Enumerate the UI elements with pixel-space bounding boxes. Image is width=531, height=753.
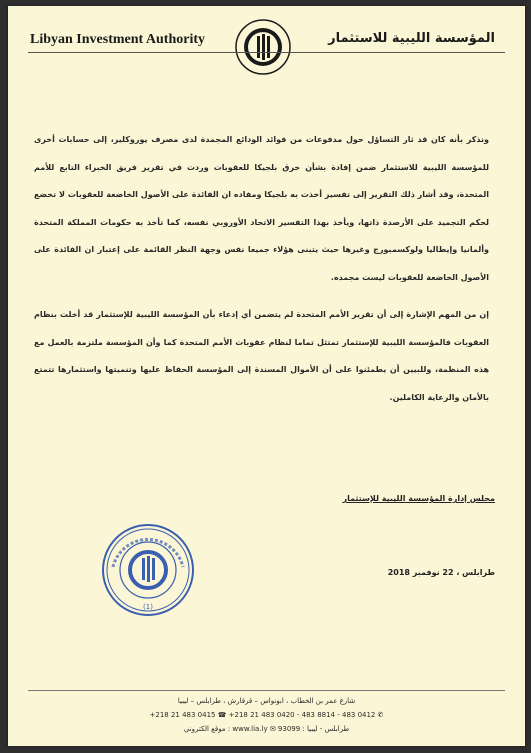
official-seal-icon <box>100 522 196 618</box>
letter-body <box>34 126 489 421</box>
letter-date: طرابلس ، 22 نوفمبر 2018 <box>387 568 495 577</box>
footer-divider <box>28 690 505 691</box>
footer <box>28 694 505 736</box>
letter-page <box>8 6 525 746</box>
signature-line: مجلس إدارة المؤسسة الليبية للإستثمار <box>342 494 495 503</box>
footer-address: شارع عمر بن الخطاب ، ابونواس – قرقارش ، طرابلس – ليبيا <box>177 697 356 705</box>
header-divider <box>28 52 505 53</box>
lia-logo-icon <box>234 18 292 76</box>
paragraph-2: إن من المهم الإشارة إلى أن تقرير الأمم المتحدة لم يتضمن أي إدعاء بأن المؤسسة الليبية للإستثمار قد أخلت بنظام العقوبات فالمؤسسة الليبية للإستثمار تمتثل تماما لنظام عقوبات الأمم المتحدة كما وأن المؤسسة ملتزمة بالعمل مع هذه المنظمة، وللبيين أن يطمئنوا على أن الأموال المسندة إلى المؤسسة الحفاظ عليها وتنميتها واستثمارها تتمتع بالأمان والرعاية الكاملين. <box>34 310 489 402</box>
arabic-org-name: المؤسسة الليبية للاستثمار <box>328 31 495 46</box>
seal-number: (1) <box>143 603 153 611</box>
english-org-name: Libyan Investment Authority <box>30 32 206 47</box>
footer-phones: +218 21 483 0415 ☎ +218 21 483 0420 - 483 8814 - 483 0412 ✆ <box>149 711 384 719</box>
footer-web: موقع الكتروني : www.lia.ly ✉ 93099 : طرابلس - ليبيا <box>183 725 350 733</box>
paragraph-1: ونذكر بأنه كان قد ثار التساؤل حول مدفوعات من فوائد الودائع المجمدة لدى مصرف يوروكلير، إلى حسابات أخرى للمؤسسة الليبية للاستثمار ضمن إفادة بشأن خرق بلجيكا للعقوبات وردت في تقرير فريق الخبراء التابع للأمم المتحدة، وقد أشار ذلك التقرير إلى تفسير أخذت به بلجيكا ومفاده ان الفائدة على الأصول الخاضعة للعقوبات لا تخضع لحكم التجميد على الأرصدة ذاتها، ويأخذ بهذا التفسير الاتحاد الأوروبي نفسه، كما تأخذ به حكومات المملكة المتحدة وألمانيا وإيطاليا ولوكسمبورج وغيرها حيث يتبنى هؤلاء جميعا نفس وجهة النظر القائمة على إعتبار ان الفائدة على الأصول الخاضعة للعقوبات ليست مجمده. <box>34 135 489 282</box>
